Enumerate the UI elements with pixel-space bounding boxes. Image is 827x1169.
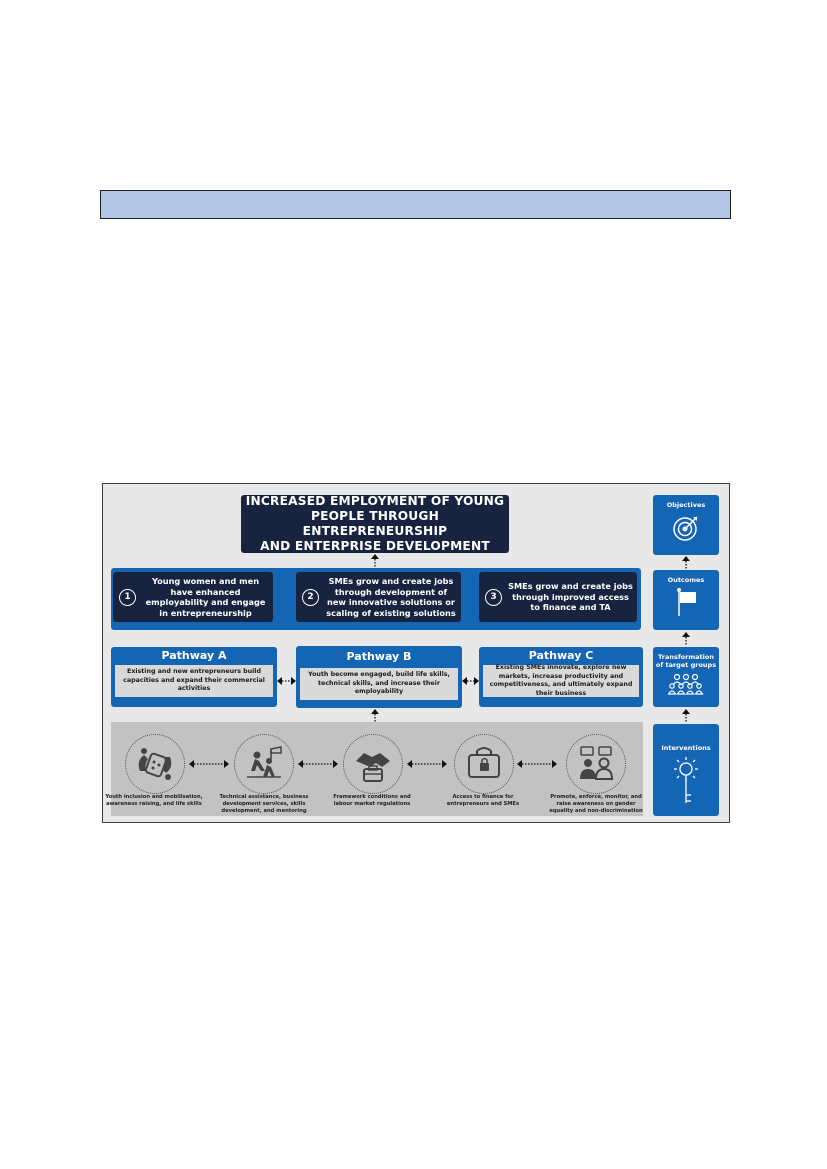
- outcome-1-number: 1: [119, 589, 136, 606]
- pathway-c-box: [479, 647, 643, 707]
- handshake-icon: [343, 734, 403, 794]
- level-interventions-box: [653, 724, 719, 816]
- outcome-3-box: [479, 572, 637, 622]
- goal-line-1: INCREASED EMPLOYMENT OF YOUNG: [245, 494, 505, 508]
- intervention-2-label: Technical assistance, business development services, skills development, and mentoring: [219, 794, 309, 814]
- intervention-2-3-connector: [298, 760, 338, 768]
- pathway-b-title: Pathway B: [346, 650, 412, 663]
- level-transformation-box: [653, 647, 719, 707]
- intervention-4-label: Access to finance for entrepreneurs and SMEs: [446, 794, 520, 807]
- pathway-b-text: Youth become engaged, build life skills, technical skills, and increase their employability: [300, 668, 458, 700]
- target-icon: [671, 513, 701, 543]
- goal-outcomes-connector: [371, 554, 379, 568]
- outcomes-objectives-connector: [682, 556, 690, 570]
- gender-equality-icon: [566, 734, 626, 794]
- pathway-a-b-connector: [277, 677, 296, 685]
- goal-line-3: AND ENTERPRISE DEVELOPMENT: [260, 539, 490, 553]
- level-objectives-box: [653, 495, 719, 555]
- outcome-3-text: SMEs grow and create jobs through improved access to finance and TA: [508, 581, 633, 613]
- key-icon: [671, 755, 701, 807]
- level-objectives-label: Objectives: [666, 501, 706, 509]
- pathway-c-title: Pathway C: [528, 649, 594, 662]
- interventions-transformation-connector: [682, 709, 690, 723]
- level-interventions-label: Interventions: [661, 744, 711, 752]
- pathway-b-box: [296, 646, 462, 708]
- pathway-b-c-connector: [462, 677, 479, 685]
- outcome-2-text: SMEs grow and create jobs through development of new innovative solutions or scaling of existing solutions: [326, 576, 456, 618]
- intervention-3-4-connector: [407, 760, 447, 768]
- outcome-1-text: Young women and men have enhanced employability and engage in entrepreneurship: [145, 576, 266, 618]
- level-transformation-label: Transformation of target groups: [655, 653, 717, 669]
- overall-goal-box: [241, 495, 509, 553]
- outcome-1-box: [113, 572, 273, 622]
- section-header-band: [100, 190, 731, 219]
- intervention-3-label: Framework conditions and labour market regulations: [333, 794, 411, 807]
- mentoring-icon: [234, 734, 294, 794]
- wallet-lock-icon: [454, 734, 514, 794]
- transformation-outcomes-connector: [682, 632, 690, 646]
- pathway-interventions-connector: [371, 709, 379, 723]
- youth-inclusion-icon: [125, 734, 185, 794]
- flag-icon: [671, 586, 701, 618]
- level-outcomes-box: [653, 570, 719, 630]
- theory-of-change-diagram: [102, 483, 730, 823]
- outcome-3-number: 3: [485, 589, 502, 606]
- pathway-a-text: Existing and new entrepreneurs build capacities and expand their commercial activities: [115, 665, 273, 697]
- pathway-a-box: [111, 647, 277, 707]
- outcome-2-number: 2: [302, 589, 319, 606]
- intervention-5-label: Promote, enforce, monitor, and raise awareness on gender equality and non-discrimination: [549, 794, 643, 814]
- level-outcomes-label: Outcomes: [667, 576, 705, 584]
- intervention-1-label: Youth inclusion and mobilisation, awareness raising, and life skills: [105, 794, 203, 807]
- pathway-c-text: Existing SMEs innovate, explore new markets, increase productivity and competitiveness, and ultimately expand their business: [483, 665, 639, 697]
- people-group-icon: [668, 671, 704, 697]
- intervention-1-2-connector: [189, 760, 229, 768]
- intervention-4-5-connector: [517, 760, 557, 768]
- goal-line-2: PEOPLE THROUGH ENTREPRENEURSHIP: [302, 509, 448, 538]
- outcome-2-box: [296, 572, 461, 622]
- pathway-a-title: Pathway A: [161, 649, 227, 662]
